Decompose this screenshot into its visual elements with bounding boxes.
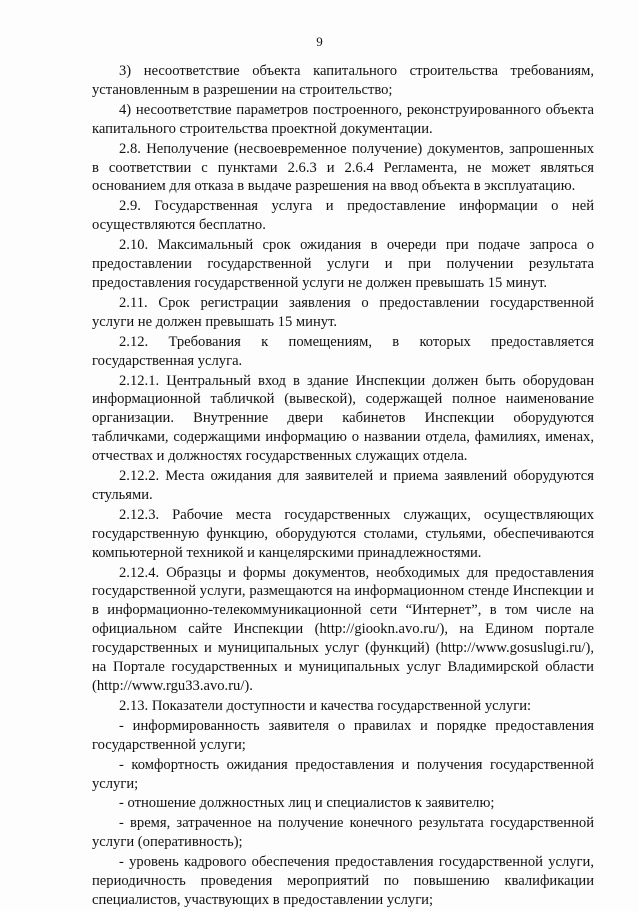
paragraph-2-12-2: 2.12.2. Места ожидания для заявителей и приема заявлений оборудуются стульями. — [92, 468, 594, 503]
paragraph-item-4: 4) несоответствие параметров построенного, реконструированного объекта капитального строительства проектной документации. — [92, 101, 594, 137]
list-item-time: - время, затраченное на получение конечного результата государственной услуги (оперативность); — [92, 815, 594, 851]
paragraph-2-12-1: 2.12.1. Центральный вход в здание Инспекции должен быть оборудован информационной табличкой (вывеской), содержащей полное наименование организации. Внутренние двери кабинетов Инспекции оборудуются табличками, содержащими информацию о названии отдела, фамилиях, именах, отчествах и должностях государственных служащих отдела. — [92, 372, 594, 465]
list-item-informedness: - информированность заявителя о правилах и порядке предоставления государственной услуги; — [92, 717, 594, 753]
list-item-staffing: - уровень кадрового обеспечения предоставления государственной услуги, периодичность проведения мероприятий по повышению квалификации специалистов, участвующих в предоставлении услуги; — [92, 854, 594, 908]
list-item-attitude: - отношение должностных лиц и специалистов к заявителю; — [119, 795, 495, 812]
document-body — [92, 62, 594, 911]
page-number: 9 — [316, 34, 323, 49]
paragraph-2-12-4: 2.12.4. Образцы и формы документов, необходимых для предоставления государственной услуги, размещаются на информационном стенде Инспекции и в информационно-телекоммуникационной сети “Интернет”, в том числе на официальном сайте Инспекции (http://giookn.avo.ru/), на Едином портале государственных и муниципальных услуг (функций) (http://www.gosuslugi.ru/), на Портале государственных и муниципальных услуг Владимирской области (http://www.rgu33.avo.ru/). — [92, 564, 594, 694]
paragraph-2-12-3: 2.12.3. Рабочие места государственных служащих, осуществляющих государственную функцию, оборудуются столами, стульями, обеспечиваются компьютерной техникой и канцелярскими принадлежностями. — [92, 506, 594, 561]
paragraph-item-3: 3) несоответствие объекта капитального строительства требованиям, установленным в разрешении на строительство; — [92, 63, 594, 98]
paragraph-2-13: 2.13. Показатели доступности и качества государственной услуги: — [119, 697, 532, 714]
paragraph-2-8: 2.8. Неполучение (несвоевременное получение) документов, запрошенных в соответствии с пунктами 2.6.3 и 2.6.4 Регламента, не может являться основанием для отказа в выдаче разрешения на ввод объекта в эксплуатацию. — [92, 140, 594, 195]
paragraph-2-12: 2.12. Требования к помещениям, в которых предоставляется государственная услуга. — [92, 333, 594, 369]
paragraph-2-9: 2.9. Государственная услуга и предоставление информации о ней осуществляются бесплатно. — [92, 198, 594, 234]
list-item-comfort: - комфортность ожидания предоставления и получения государственной услуги; — [92, 756, 594, 792]
paragraph-2-11: 2.11. Срок регистрации заявления о предоставлении государственной услуги не должен превышать 15 минут. — [92, 294, 594, 330]
paragraph-2-10: 2.10. Максимальный срок ожидания в очереди при подаче запроса о предоставлении государственной услуги и при получении результата предоставления государственной услуги не должен превышать 15 минут. — [92, 237, 594, 291]
